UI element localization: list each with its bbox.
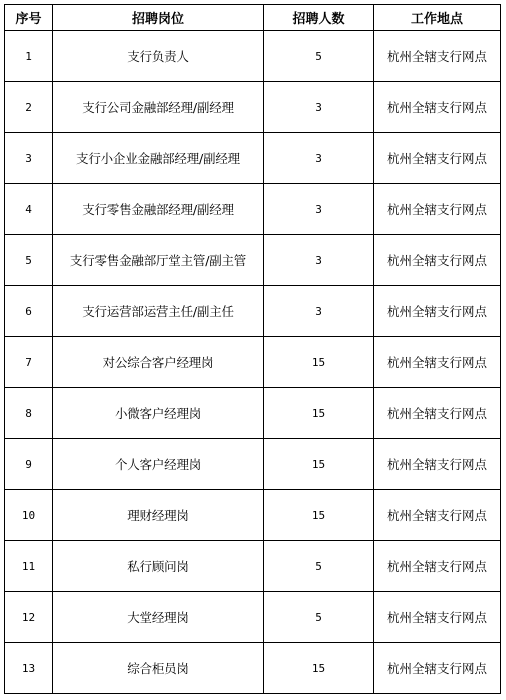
cell-serial-number: 13 — [5, 643, 53, 694]
cell-work-location: 杭州全辖支行网点 — [374, 541, 501, 592]
header-serial-number: 序号 — [5, 5, 53, 31]
table-row — [5, 490, 501, 541]
cell-position: 支行负责人 — [53, 31, 264, 82]
cell-serial-number: 6 — [5, 286, 53, 337]
cell-work-location: 杭州全辖支行网点 — [374, 337, 501, 388]
table-row — [5, 184, 501, 235]
cell-position: 个人客户经理岗 — [53, 439, 264, 490]
cell-position: 对公综合客户经理岗 — [53, 337, 264, 388]
cell-serial-number: 9 — [5, 439, 53, 490]
cell-headcount: 15 — [264, 388, 374, 439]
table-row — [5, 337, 501, 388]
cell-headcount: 15 — [264, 643, 374, 694]
recruitment-table — [4, 4, 501, 694]
cell-headcount: 3 — [264, 286, 374, 337]
cell-serial-number: 8 — [5, 388, 53, 439]
cell-position: 支行小企业金融部经理/副经理 — [53, 133, 264, 184]
cell-serial-number: 4 — [5, 184, 53, 235]
cell-headcount: 3 — [264, 184, 374, 235]
cell-serial-number: 12 — [5, 592, 53, 643]
cell-serial-number: 5 — [5, 235, 53, 286]
cell-work-location: 杭州全辖支行网点 — [374, 235, 501, 286]
table-row — [5, 133, 501, 184]
table-row — [5, 235, 501, 286]
cell-headcount: 15 — [264, 337, 374, 388]
cell-work-location: 杭州全辖支行网点 — [374, 82, 501, 133]
cell-work-location: 杭州全辖支行网点 — [374, 31, 501, 82]
header-headcount: 招聘人数 — [264, 5, 374, 31]
cell-serial-number: 2 — [5, 82, 53, 133]
cell-headcount: 3 — [264, 235, 374, 286]
cell-headcount: 15 — [264, 439, 374, 490]
table-body — [5, 31, 501, 694]
cell-serial-number: 11 — [5, 541, 53, 592]
cell-headcount: 5 — [264, 592, 374, 643]
table-header — [5, 5, 501, 31]
cell-serial-number: 7 — [5, 337, 53, 388]
table-row — [5, 643, 501, 694]
cell-work-location: 杭州全辖支行网点 — [374, 133, 501, 184]
table-row — [5, 439, 501, 490]
cell-headcount: 15 — [264, 490, 374, 541]
cell-work-location: 杭州全辖支行网点 — [374, 643, 501, 694]
table-row — [5, 82, 501, 133]
cell-serial-number: 3 — [5, 133, 53, 184]
cell-work-location: 杭州全辖支行网点 — [374, 490, 501, 541]
cell-position: 理财经理岗 — [53, 490, 264, 541]
cell-position: 支行公司金融部经理/副经理 — [53, 82, 264, 133]
cell-work-location: 杭州全辖支行网点 — [374, 286, 501, 337]
cell-position: 支行零售金融部厅堂主管/副主管 — [53, 235, 264, 286]
cell-position: 支行零售金融部经理/副经理 — [53, 184, 264, 235]
cell-work-location: 杭州全辖支行网点 — [374, 592, 501, 643]
header-row — [5, 5, 501, 31]
cell-headcount: 5 — [264, 31, 374, 82]
cell-position: 小微客户经理岗 — [53, 388, 264, 439]
header-position: 招聘岗位 — [53, 5, 264, 31]
table-row — [5, 388, 501, 439]
cell-work-location: 杭州全辖支行网点 — [374, 388, 501, 439]
cell-headcount: 3 — [264, 82, 374, 133]
table-row — [5, 592, 501, 643]
cell-headcount: 3 — [264, 133, 374, 184]
cell-serial-number: 10 — [5, 490, 53, 541]
table-row — [5, 541, 501, 592]
cell-headcount: 5 — [264, 541, 374, 592]
cell-serial-number: 1 — [5, 31, 53, 82]
table-row — [5, 286, 501, 337]
cell-position: 综合柜员岗 — [53, 643, 264, 694]
cell-work-location: 杭州全辖支行网点 — [374, 439, 501, 490]
cell-position: 支行运营部运营主任/副主任 — [53, 286, 264, 337]
header-work-location: 工作地点 — [374, 5, 501, 31]
cell-work-location: 杭州全辖支行网点 — [374, 184, 501, 235]
table-row — [5, 31, 501, 82]
cell-position: 私行顾问岗 — [53, 541, 264, 592]
cell-position: 大堂经理岗 — [53, 592, 264, 643]
